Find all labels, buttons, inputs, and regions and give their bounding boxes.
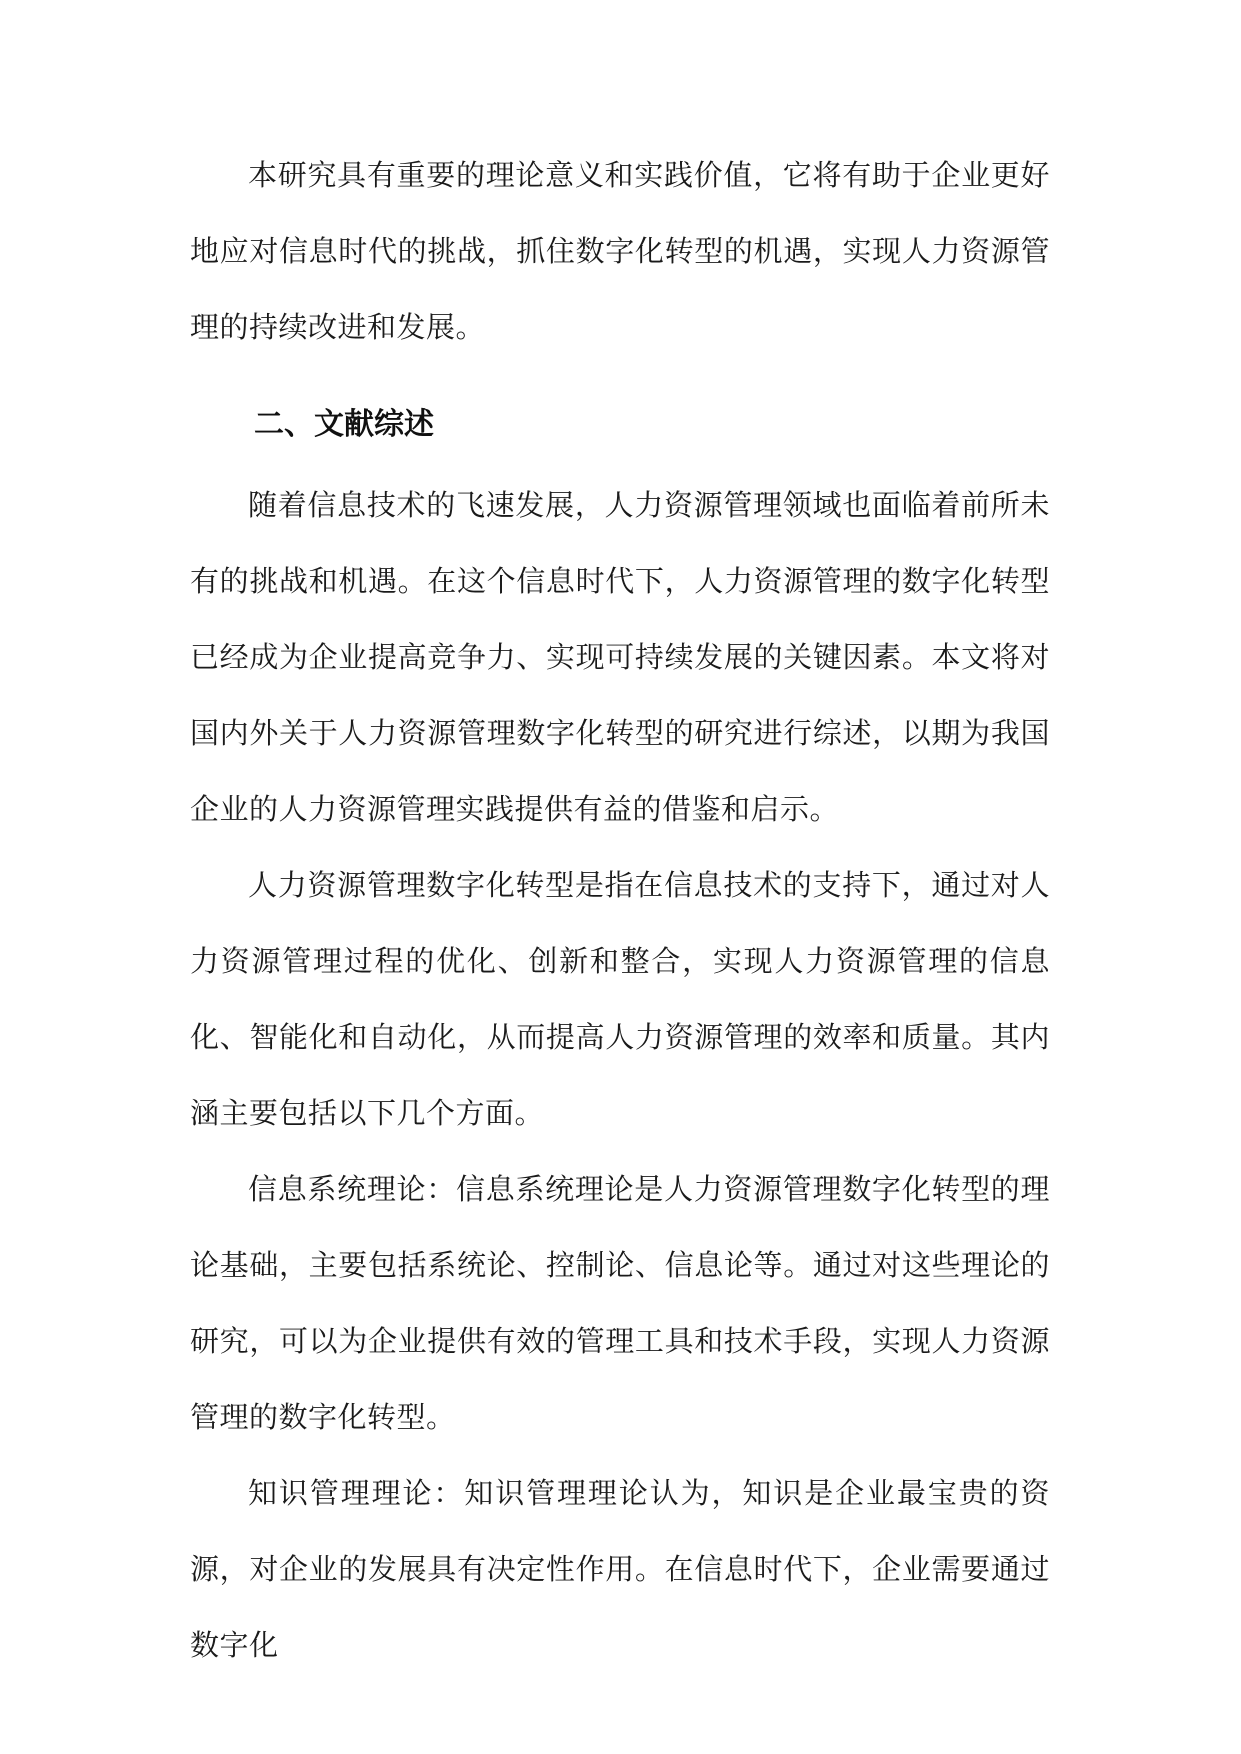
paragraph-transformation-definition: 人力资源管理数字化转型是指在信息技术的支持下，通过对人力资源管理过程的优化、创新和整合，实现人力资源管理的信息化、智能化和自动化，从而提高人力资源管理的效率和质量。其内涵主要包括以下几个方面。 (190, 868, 1050, 1130)
paragraph-research-significance: 本研究具有重要的理论意义和实践价值，它将有助于企业更好地应对信息时代的挑战，抓住数字化转型的机遇，实现人力资源管理的持续改进和发展。 (190, 158, 1050, 344)
document-body (190, 137, 1050, 1683)
paragraph-information-system-theory: 信息系统理论：信息系统理论是人力资源管理数字化转型的理论基础，主要包括系统论、控制论、信息论等。通过对这些理论的研究，可以为企业提供有效的管理工具和技术手段，实现人力资源管理的数字化转型。 (190, 1172, 1050, 1434)
section-heading-literature-review: 二、文献综述 (254, 407, 434, 442)
paragraph-knowledge-management-theory: 知识管理理论：知识管理理论认为，知识是企业最宝贵的资源，对企业的发展具有决定性作用。在信息时代下，企业需要通过数字化 (190, 1476, 1050, 1662)
paragraph-review-background: 随着信息技术的飞速发展，人力资源管理领域也面临着前所未有的挑战和机遇。在这个信息时代下，人力资源管理的数字化转型已经成为企业提高竞争力、实现可持续发展的关键因素。本文将对国内外关于人力资源管理数字化转型的研究进行综述，以期为我国企业的人力资源管理实践提供有益的借鉴和启示。 (190, 488, 1050, 826)
